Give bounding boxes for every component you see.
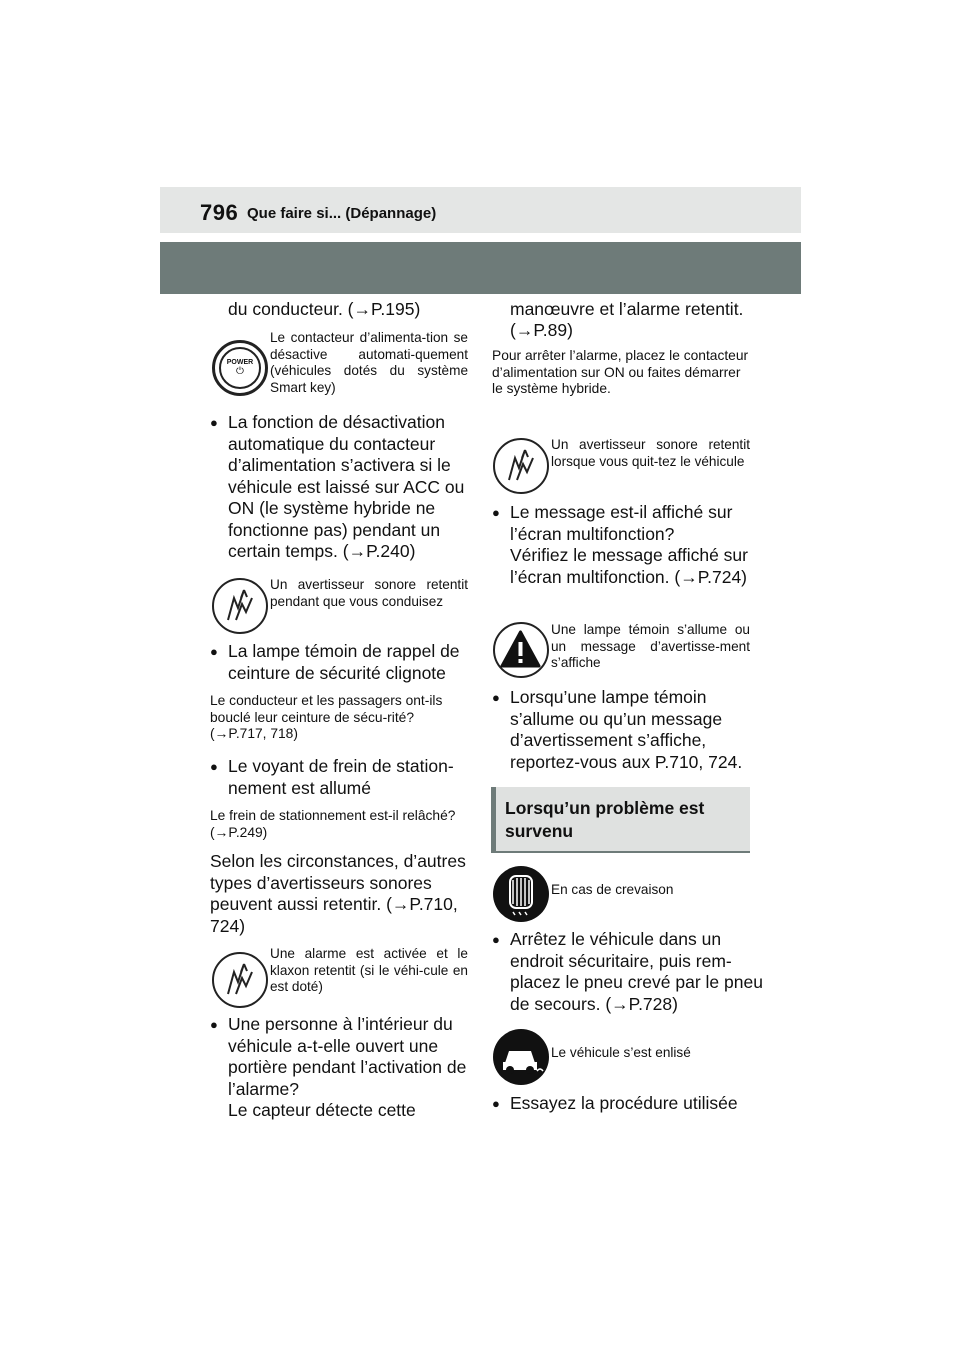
bullet-message-displayed: ● Le message est-il affiché sur l’écran multifonction?: [492, 502, 768, 545]
flat-tire-caption: En cas de crevaison: [551, 882, 674, 897]
bullet-seatbelt: ● La lampe témoin de rappel de ceinture de sécurité clignote: [210, 641, 486, 684]
right-continuation-text: manœuvre et l’alarme retentit.: [510, 299, 744, 319]
note-parking-brake: Le frein de stationnement est-il relâché? (→P.249): [210, 808, 456, 840]
header-title: Que faire si... (Dépannage): [247, 205, 437, 222]
section-heading-underline: [491, 851, 750, 853]
paragraph-other-buzzers: Selon les circonstances, d’autres types d’avertisseurs sonores peuvent aussi retentir. (→P.710, 724): [210, 851, 466, 936]
left-continuation-text: du conducteur. (→P.195): [228, 299, 421, 319]
note-stop-alarm: Pour arrêter l’alarme, placez le contacteur d’alimentation sur ON ou faites démarrer le système hybride.: [492, 348, 749, 396]
bullet-warning-light: ● Lorsqu’une lampe témoin s’allume ou qu’un message d’avertissement s’affiche, reportez-vous aux P.710, 724.: [492, 687, 768, 773]
section-heading: Lorsqu’un problème est survenu: [505, 798, 705, 841]
buzzer-exit-caption: Un avertisseur sonore retentit lorsque vous quit-tez le véhicule: [551, 437, 750, 469]
power-icon-caption: Le contacteur d’alimenta-tion se désactive automati-quement (véhicules dotés du système Smart key): [270, 330, 468, 395]
warning-caption: Une lampe témoin s’allume ou un message d’avertisse-ment s’affiche: [551, 622, 750, 670]
power-label: POWER: [226, 359, 254, 366]
power-button-icon: [212, 340, 268, 396]
page-number: 796: [200, 200, 239, 225]
bullet-door-open-cont: Le capteur détecte cette: [228, 1100, 416, 1120]
warning-icon: [493, 622, 549, 678]
buzzer-exit-icon: [493, 438, 549, 494]
buzzer-drive-caption: Un avertisseur sonore retentit pendant que vous conduisez: [270, 577, 468, 609]
flat-tire-icon: [493, 866, 549, 922]
alarm-caption: Une alarme est activée et le klaxon retentit (si le véhi-cule en est doté): [270, 946, 468, 994]
right-continuation-ref: (→P.89): [510, 320, 573, 340]
vehicle-stuck-caption: Le véhicule s’est enlisé: [551, 1045, 691, 1060]
alarm-icon: [212, 952, 268, 1008]
bullet-door-open: ● Une personne à l’intérieur du véhicule a-t-elle ouvert une portière pendant l’activation de l’alarme?: [210, 1014, 486, 1100]
power-symbol-icon: ⏻: [236, 366, 244, 377]
note-seatbelt: Le conducteur et les passagers ont-ils bouclé leur ceinture de sécu-rité? (→P.717, 718): [210, 693, 443, 741]
bullet-flat-tire: ● Arrêtez le véhicule dans un endroit sécuritaire, puis rem-placez le pneu crevé par le pneu de secours. (→P.728): [492, 929, 768, 1015]
bullet-vehicle-stuck: ● Essayez la procédure utilisée: [492, 1093, 768, 1115]
bullet-message-displayed-cont: Vérifiez le message affiché sur l’écran multifonction. (→P.724): [510, 545, 748, 587]
vehicle-stuck-icon: [493, 1029, 549, 1085]
bullet-parking-brake: ● Le voyant de frein de station-nement est allumé: [210, 756, 486, 799]
buzzer-icon: [212, 578, 268, 634]
section-band: [160, 242, 801, 294]
bullet-auto-off: ● La fonction de désactivation automatique du contacteur d’alimentation s’activera si le véhicule est laissé sur ACC ou ON (le système hybride ne fonctionne pas) pendant un certain temps. (→P.240): [210, 412, 486, 563]
